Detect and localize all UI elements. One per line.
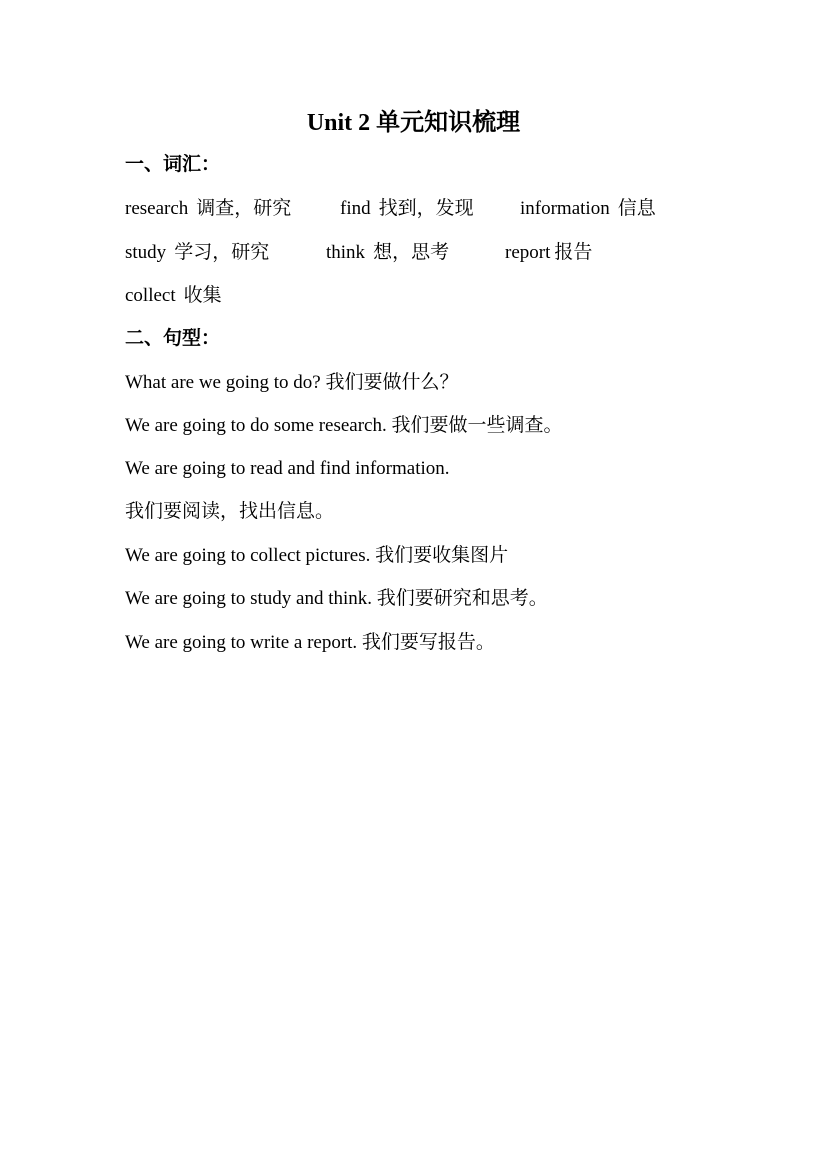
vocab-item xyxy=(125,196,291,222)
vocab-chinese: 报告 xyxy=(554,242,593,263)
vocab-chinese: 找到，发现 xyxy=(378,198,474,219)
vocab-item xyxy=(505,240,592,266)
vocab-item xyxy=(125,240,269,266)
vocab-row xyxy=(0,283,827,309)
vocab-chinese: 信息 xyxy=(617,198,656,219)
vocab-english: research xyxy=(125,198,189,219)
sentences-heading: 二、句型： xyxy=(125,328,221,349)
sentence-line: We are going to collect pictures. 我们要收集图片 xyxy=(125,545,509,566)
page-title: Unit 2 单元知识梳理 xyxy=(306,110,521,136)
vocab-english: study xyxy=(125,242,167,263)
vocab-item xyxy=(340,196,474,222)
vocab-english: information xyxy=(520,198,610,219)
sentence-line: What are we going to do? 我们要做什么？ xyxy=(125,372,459,393)
vocab-english: collect xyxy=(125,285,176,306)
vocab-chinese: 学习，研究 xyxy=(174,242,270,263)
vocab-row xyxy=(0,240,827,266)
vocab-chinese: 调查，研究 xyxy=(196,198,292,219)
sentence-line: 我们要阅读，找出信息。 xyxy=(125,501,335,522)
vocabulary-heading: 一、词汇： xyxy=(125,154,221,175)
vocab-chinese: 想，思考 xyxy=(373,242,450,263)
sentence-line: We are going to read and find information. xyxy=(125,458,450,479)
sentence-line: We are going to do some research. 我们要做一些调查。 xyxy=(125,415,563,436)
vocab-item xyxy=(326,240,449,266)
vocab-item xyxy=(125,283,222,309)
vocab-chinese: 收集 xyxy=(183,285,222,306)
vocab-row xyxy=(0,196,827,222)
sentence-line: We are going to study and think. 我们要研究和思考。 xyxy=(125,588,548,609)
vocab-english: find xyxy=(340,198,371,219)
vocab-english: think xyxy=(326,242,366,263)
vocab-english: report xyxy=(505,242,551,263)
vocab-item xyxy=(520,196,656,222)
sentence-line: We are going to write a report. 我们要写报告。 xyxy=(125,632,495,653)
